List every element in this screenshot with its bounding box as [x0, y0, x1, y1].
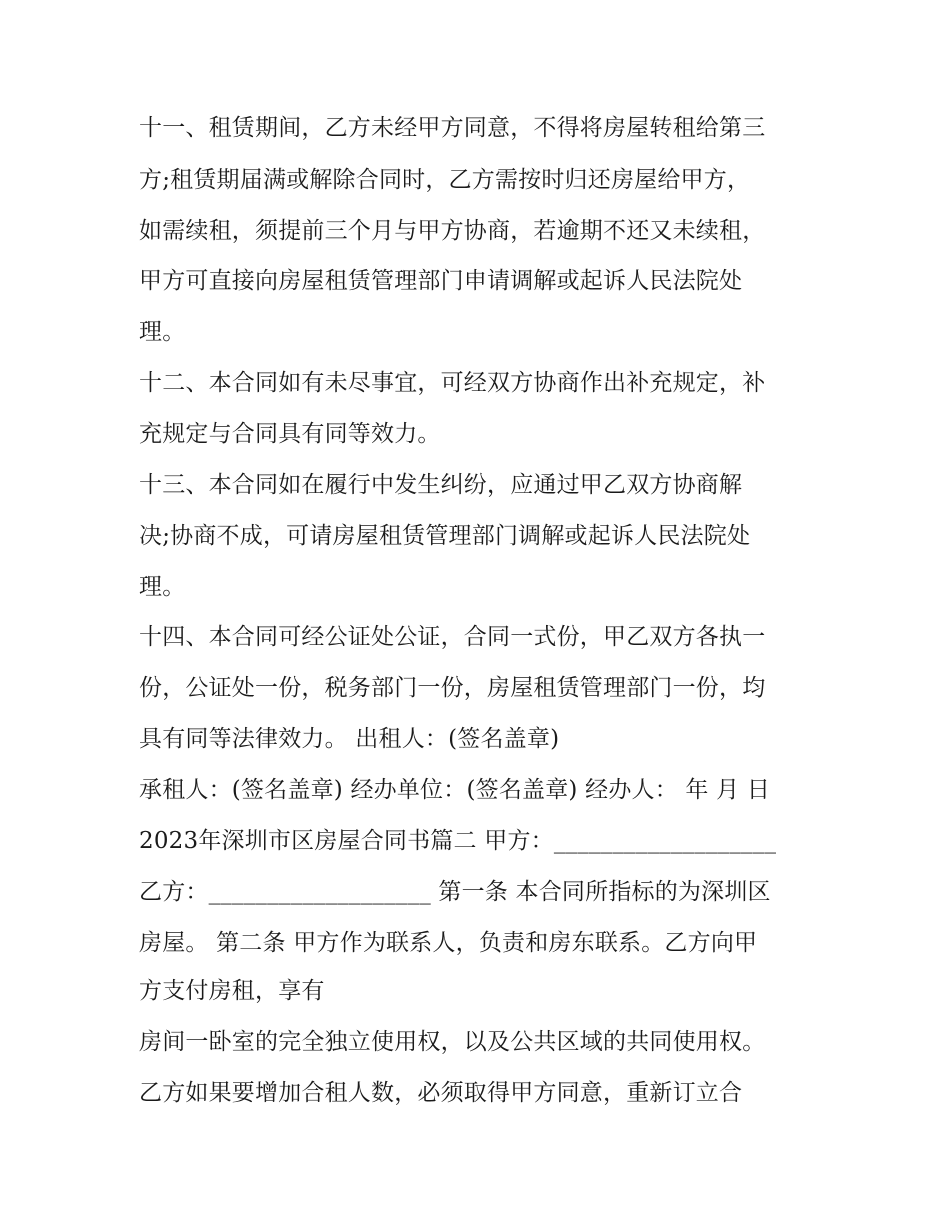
text-line: 份，公证处一份，税务部门一份，房屋租赁管理部门一份，均 — [139, 675, 766, 701]
text-line: 十一、租赁期间，乙方未经甲方同意，不得将房屋转租给第三 — [139, 115, 766, 141]
text-line: 乙方：___________________ 第一条 本合同所指标的为深圳区 — [139, 879, 771, 905]
text-line: 方支付房租，享有 — [139, 978, 325, 1004]
text-line: 十二、本合同如有未尽事宜，可经双方协商作出补充规定，补 — [139, 370, 766, 396]
text-line: 2023年深圳市区房屋合同书篇二 甲方：___________________ — [139, 828, 777, 854]
text-line: 方;租赁期届满或解除合同时，乙方需按时归还房屋给甲方， — [139, 167, 751, 193]
text-line: 充规定与合同具有同等效力。 — [139, 421, 441, 447]
text-line: 理。 — [139, 574, 186, 600]
text-line: 如需续租，须提前三个月与甲方协商，若逾期不还又未续租， — [139, 218, 766, 244]
text-line: 房间一卧室的完全独立使用权，以及公共区域的共同使用权。 — [139, 1029, 766, 1055]
text-line: 具有同等法律效力。 出租人：(签名盖章) — [139, 726, 560, 752]
text-line: 房屋。 第二条 甲方作为联系人，负责和房东联系。乙方向甲 — [139, 930, 758, 956]
text-line: 十三、本合同如在履行中发生纠纷，应通过甲乙双方协商解 — [139, 472, 743, 498]
text-line: 乙方如果要增加合租人数，必须取得甲方同意，重新订立合 — [139, 1080, 743, 1106]
text-line: 十四、本合同可经公证处公证，合同一式份，甲乙双方各执一 — [139, 624, 766, 650]
text-line: 甲方可直接向房屋租赁管理部门申请调解或起诉人民法院处 — [139, 268, 743, 294]
text-line: 理。 — [139, 319, 186, 345]
text-line: 承租人：(签名盖章) 经办单位：(签名盖章) 经办人： 年 月 日 — [139, 777, 771, 803]
text-line: 决;协商不成，可请房屋租赁管理部门调解或起诉人民法院处 — [139, 523, 751, 549]
